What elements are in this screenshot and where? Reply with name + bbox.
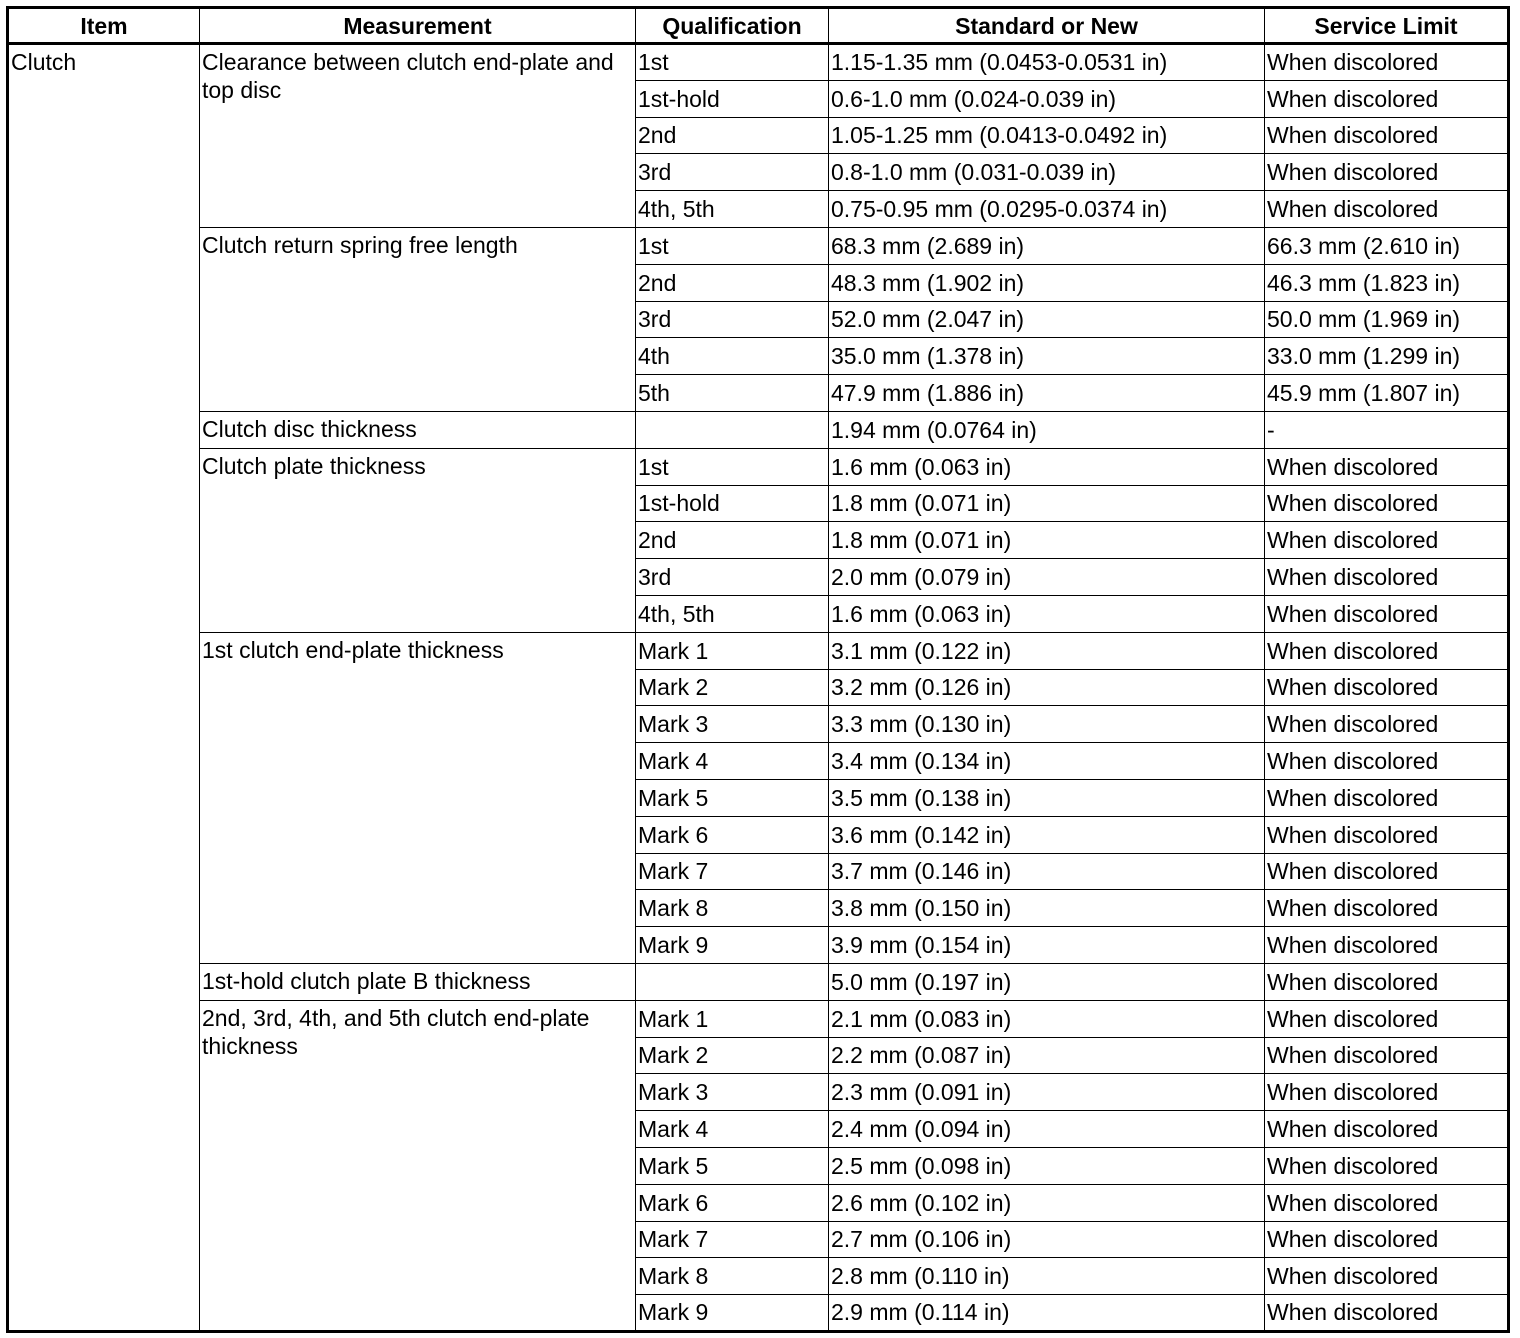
qualification-cell: Mark 7 [636,853,829,890]
standard-cell: 2.6 mm (0.102 in) [829,1184,1265,1221]
service-limit-cell: When discolored [1265,154,1509,191]
service-limit-cell: When discolored [1265,1221,1509,1258]
qualification-cell: Mark 4 [636,743,829,780]
standard-cell: 1.05-1.25 mm (0.0413-0.0492 in) [829,117,1265,154]
service-limit-cell: When discolored [1265,191,1509,228]
header-measurement: Measurement [200,8,636,44]
service-limit-cell: When discolored [1265,522,1509,559]
header-standard: Standard or New [829,8,1265,44]
qualification-cell: 1st [636,44,829,81]
table-row [8,227,1509,264]
qualification-cell: 4th [636,338,829,375]
qualification-cell: Mark 5 [636,1147,829,1184]
header-qualification: Qualification [636,8,829,44]
standard-cell: 3.5 mm (0.138 in) [829,779,1265,816]
service-limit-cell: When discolored [1265,1147,1509,1184]
qualification-cell [636,411,829,448]
standard-cell: 2.3 mm (0.091 in) [829,1074,1265,1111]
measurement-cell: 2nd, 3rd, 4th, and 5th clutch end-plate thickness [200,1000,636,1331]
qualification-cell: Mark 2 [636,1037,829,1074]
service-limit-cell: When discolored [1265,706,1509,743]
qualification-cell: 2nd [636,117,829,154]
service-limit-cell: When discolored [1265,1074,1509,1111]
clutch-spec-table [6,6,1510,1333]
qualification-cell: Mark 8 [636,1258,829,1295]
standard-cell: 1.8 mm (0.071 in) [829,485,1265,522]
measurement-cell: Clutch disc thickness [200,411,636,448]
standard-cell: 3.1 mm (0.122 in) [829,632,1265,669]
service-limit-cell: When discolored [1265,44,1509,81]
measurement-cell: Clearance between clutch end-plate and top disc [200,44,636,228]
qualification-cell: 1st-hold [636,80,829,117]
standard-cell: 2.5 mm (0.098 in) [829,1147,1265,1184]
service-limit-cell: When discolored [1265,632,1509,669]
table-row [8,963,1509,1000]
service-limit-cell: When discolored [1265,485,1509,522]
service-limit-cell: When discolored [1265,669,1509,706]
standard-cell: 3.3 mm (0.130 in) [829,706,1265,743]
service-limit-cell: 33.0 mm (1.299 in) [1265,338,1509,375]
standard-cell: 3.8 mm (0.150 in) [829,890,1265,927]
qualification-cell: 2nd [636,264,829,301]
service-limit-cell: 66.3 mm (2.610 in) [1265,227,1509,264]
measurement-cell: 1st-hold clutch plate B thickness [200,963,636,1000]
service-limit-cell: When discolored [1265,816,1509,853]
qualification-cell: 1st [636,448,829,485]
service-limit-cell: When discolored [1265,1184,1509,1221]
standard-cell: 2.1 mm (0.083 in) [829,1000,1265,1037]
standard-cell: 3.7 mm (0.146 in) [829,853,1265,890]
standard-cell: 2.7 mm (0.106 in) [829,1221,1265,1258]
standard-cell: 48.3 mm (1.902 in) [829,264,1265,301]
service-limit-cell: When discolored [1265,1000,1509,1037]
measurement-cell: Clutch plate thickness [200,448,636,632]
standard-cell: 3.2 mm (0.126 in) [829,669,1265,706]
qualification-cell: Mark 2 [636,669,829,706]
measurement-cell: 1st clutch end-plate thickness [200,632,636,963]
standard-cell: 5.0 mm (0.197 in) [829,963,1265,1000]
service-limit-cell: 46.3 mm (1.823 in) [1265,264,1509,301]
qualification-cell: 1st [636,227,829,264]
standard-cell: 3.4 mm (0.134 in) [829,743,1265,780]
standard-cell: 1.6 mm (0.063 in) [829,595,1265,632]
qualification-cell: Mark 1 [636,1000,829,1037]
qualification-cell: Mark 6 [636,816,829,853]
header-row [8,8,1509,44]
service-limit-cell: When discolored [1265,890,1509,927]
standard-cell: 2.2 mm (0.087 in) [829,1037,1265,1074]
header-item: Item [8,8,200,44]
standard-cell: 0.8-1.0 mm (0.031-0.039 in) [829,154,1265,191]
standard-cell: 1.94 mm (0.0764 in) [829,411,1265,448]
standard-cell: 35.0 mm (1.378 in) [829,338,1265,375]
table-row [8,411,1509,448]
table-row [8,44,1509,81]
standard-cell: 2.0 mm (0.079 in) [829,559,1265,596]
measurement-cell: Clutch return spring free length [200,227,636,411]
service-limit-cell: 50.0 mm (1.969 in) [1265,301,1509,338]
service-limit-cell: When discolored [1265,80,1509,117]
standard-cell: 2.4 mm (0.094 in) [829,1111,1265,1148]
qualification-cell: Mark 3 [636,1074,829,1111]
service-limit-cell: When discolored [1265,779,1509,816]
service-limit-cell: When discolored [1265,927,1509,964]
service-limit-cell: When discolored [1265,1037,1509,1074]
item-cell: Clutch [8,44,200,1332]
header-service-limit: Service Limit [1265,8,1509,44]
qualification-cell: Mark 4 [636,1111,829,1148]
qualification-cell: 3rd [636,301,829,338]
table-row [8,1000,1509,1037]
standard-cell: 1.6 mm (0.063 in) [829,448,1265,485]
qualification-cell: Mark 1 [636,632,829,669]
service-limit-cell: When discolored [1265,595,1509,632]
standard-cell: 2.8 mm (0.110 in) [829,1258,1265,1295]
standard-cell: 52.0 mm (2.047 in) [829,301,1265,338]
standard-cell: 47.9 mm (1.886 in) [829,375,1265,412]
qualification-cell: 2nd [636,522,829,559]
qualification-cell: Mark 8 [636,890,829,927]
standard-cell: 1.15-1.35 mm (0.0453-0.0531 in) [829,44,1265,81]
qualification-cell: 3rd [636,154,829,191]
qualification-cell: 1st-hold [636,485,829,522]
service-limit-cell: When discolored [1265,963,1509,1000]
qualification-cell: 4th, 5th [636,191,829,228]
standard-cell: 0.75-0.95 mm (0.0295-0.0374 in) [829,191,1265,228]
standard-cell: 2.9 mm (0.114 in) [829,1295,1265,1332]
table-row [8,632,1509,669]
qualification-cell: Mark 5 [636,779,829,816]
qualification-cell [636,963,829,1000]
qualification-cell: Mark 3 [636,706,829,743]
qualification-cell: 5th [636,375,829,412]
service-limit-cell: - [1265,411,1509,448]
standard-cell: 68.3 mm (2.689 in) [829,227,1265,264]
service-limit-cell: When discolored [1265,743,1509,780]
qualification-cell: Mark 6 [636,1184,829,1221]
qualification-cell: Mark 9 [636,1295,829,1332]
qualification-cell: 3rd [636,559,829,596]
standard-cell: 3.9 mm (0.154 in) [829,927,1265,964]
service-limit-cell: When discolored [1265,448,1509,485]
service-limit-cell: 45.9 mm (1.807 in) [1265,375,1509,412]
qualification-cell: 4th, 5th [636,595,829,632]
qualification-cell: Mark 7 [636,1221,829,1258]
table-row [8,448,1509,485]
standard-cell: 1.8 mm (0.071 in) [829,522,1265,559]
service-limit-cell: When discolored [1265,559,1509,596]
service-limit-cell: When discolored [1265,853,1509,890]
standard-cell: 3.6 mm (0.142 in) [829,816,1265,853]
service-limit-cell: When discolored [1265,1111,1509,1148]
standard-cell: 0.6-1.0 mm (0.024-0.039 in) [829,80,1265,117]
service-limit-cell: When discolored [1265,1258,1509,1295]
qualification-cell: Mark 9 [636,927,829,964]
service-limit-cell: When discolored [1265,1295,1509,1332]
service-limit-cell: When discolored [1265,117,1509,154]
